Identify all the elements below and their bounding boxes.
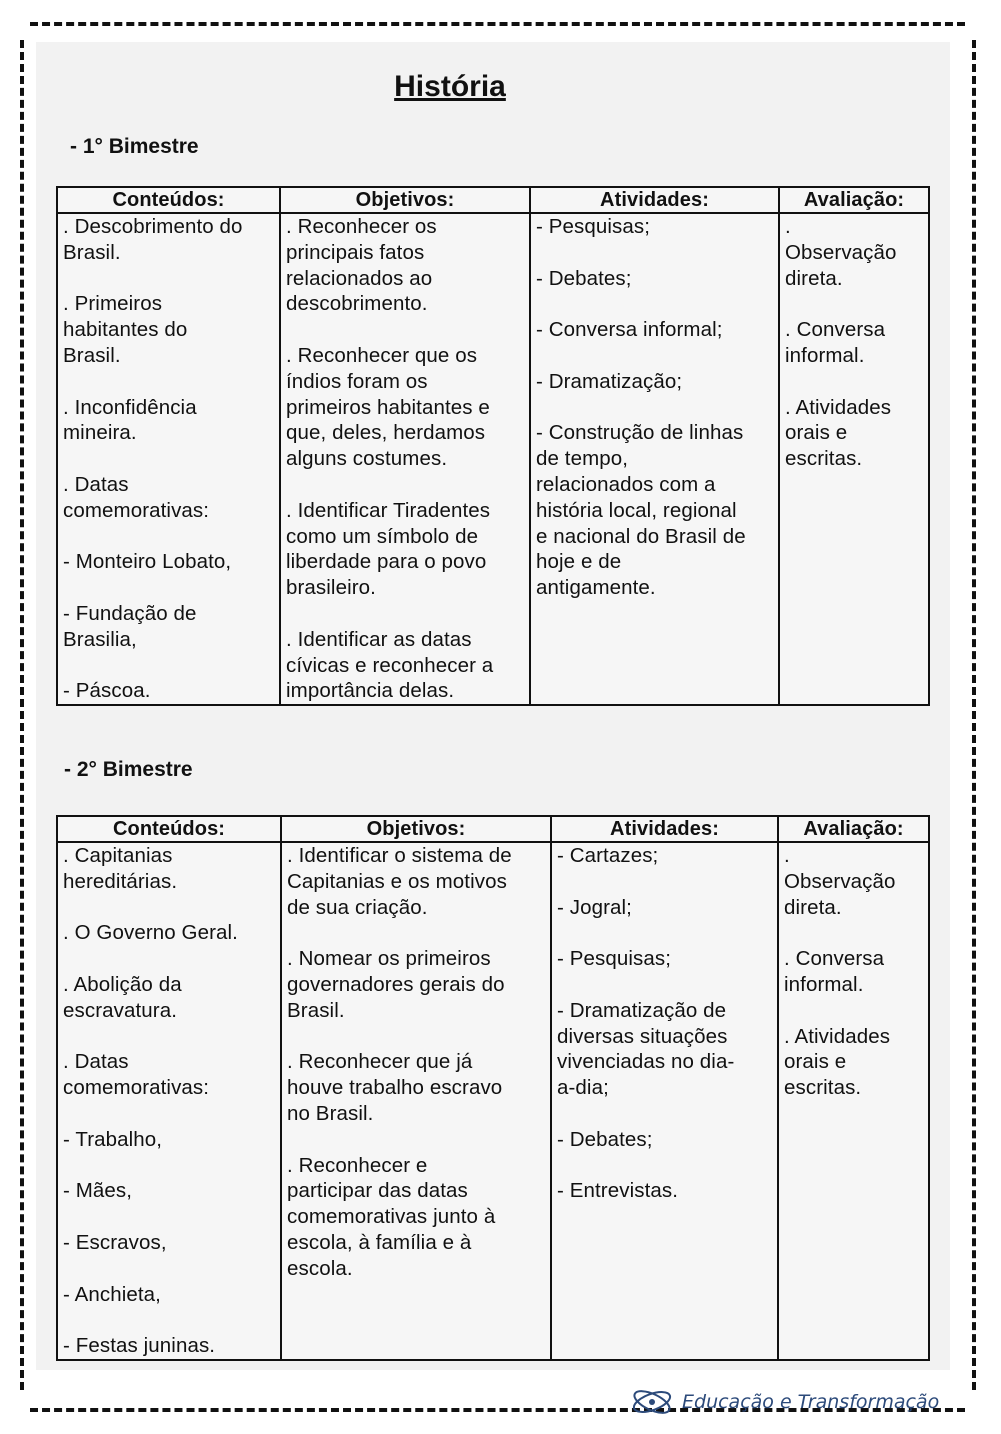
cell-line: direta. — [784, 895, 842, 919]
cell-line: comemorativas: — [63, 1076, 210, 1100]
brand-name: Educação e Transformação — [682, 1391, 940, 1413]
cell-line: . Reconhecer os — [286, 215, 437, 238]
cell-line: - Anchieta, — [63, 1282, 161, 1306]
cell-line — [63, 524, 274, 550]
cell-line: . Identificar o sistema de — [287, 844, 512, 867]
cell-line: escola. — [287, 1256, 353, 1280]
cell-line: - Jogral; — [557, 895, 632, 919]
bimestre-2-table — [56, 815, 930, 1361]
cell-line: - Pesquisas; — [557, 947, 671, 971]
cell-line: escritas. — [784, 1076, 862, 1100]
cell-line: . Identificar Tiradentes — [286, 498, 491, 522]
cell-line: . Atividades — [785, 395, 892, 419]
cell-line — [557, 920, 772, 946]
cell-line — [63, 446, 274, 472]
cell-line: . Atividades — [784, 1024, 891, 1048]
cell-line: . Conversa — [785, 318, 886, 342]
cell-line — [784, 920, 923, 946]
cell-line: . Reconhecer que os — [286, 343, 478, 367]
cell-line: - Festas juninas. — [63, 1334, 216, 1358]
cell-line — [63, 653, 274, 679]
cell-line: - Conversa informal; — [536, 318, 723, 342]
cell-line: diversas situações — [557, 1024, 728, 1048]
table-row — [57, 842, 929, 1360]
cell-line — [63, 369, 274, 395]
cell-line: - Fundação de — [63, 601, 197, 625]
cell-line: Brasilia, — [63, 627, 137, 651]
cell-line: . — [785, 215, 791, 238]
header-objetivos: Objetivos: — [280, 187, 530, 213]
cell-line: - Mães, — [63, 1179, 133, 1203]
cell-line — [785, 369, 923, 395]
cell-line: - Construção de linhas — [536, 421, 744, 445]
cell-line — [536, 395, 773, 421]
cell-line — [287, 1024, 545, 1050]
cell-line: - Debates; — [557, 1127, 653, 1151]
cell-line: cívicas e reconhecer a — [286, 653, 494, 677]
cell-objetivos — [281, 842, 551, 1360]
cell-objetivos — [280, 213, 530, 705]
bimestre-1-heading: - 1° Bimestre — [70, 135, 199, 158]
cell-line: . Identificar as datas — [286, 627, 472, 651]
cell-line: informal. — [784, 972, 864, 996]
cell-line: - Pesquisas; — [536, 215, 650, 238]
cell-conteudos — [57, 842, 281, 1360]
cell-line — [287, 1127, 545, 1153]
header-atividades: Atividades: — [551, 816, 778, 842]
cell-line: . Datas — [63, 472, 129, 496]
cell-line: hoje e de — [536, 550, 622, 574]
cell-line: participar das datas — [287, 1179, 468, 1203]
dashed-border-left — [20, 40, 24, 1390]
cell-line: Brasil. — [63, 240, 121, 264]
cell-line: - Monteiro Lobato, — [63, 550, 232, 574]
cell-line — [63, 1024, 275, 1050]
cell-line: liberdade para o povo — [286, 550, 487, 574]
orbit-logo-icon — [630, 1386, 674, 1418]
cell-line — [785, 291, 923, 317]
cell-line: como um símbolo de — [286, 524, 479, 548]
cell-line: vivenciadas no dia- — [557, 1050, 735, 1074]
cell-line: a-dia; — [557, 1076, 609, 1100]
cell-line: . O Governo Geral. — [63, 921, 238, 945]
cell-line: - Dramatização de — [557, 998, 727, 1022]
cell-line — [557, 972, 772, 998]
cell-line: . Datas — [63, 1050, 129, 1074]
cell-line: - Entrevistas. — [557, 1179, 679, 1203]
header-conteudos: Conteúdos: — [57, 816, 281, 842]
header-atividades: Atividades: — [530, 187, 779, 213]
cell-line — [784, 998, 923, 1024]
cell-line: antigamente. — [536, 576, 656, 600]
cell-line: - Escravos, — [63, 1230, 167, 1254]
cell-line: principais fatos — [286, 240, 425, 264]
cell-line — [557, 1153, 772, 1179]
brand-watermark — [630, 1385, 960, 1419]
cell-line: orais e — [784, 1050, 847, 1074]
cell-line: e nacional do Brasil de — [536, 524, 746, 548]
table-header-row — [57, 187, 929, 213]
page-title: História — [394, 70, 506, 103]
cell-line: - Dramatização; — [536, 369, 683, 393]
cell-line — [63, 946, 275, 972]
table-row — [57, 213, 929, 705]
header-avaliacao: Avaliação: — [779, 187, 929, 213]
cell-atividades — [551, 842, 778, 1360]
cell-line — [63, 1101, 275, 1127]
cell-line: Brasil. — [287, 998, 345, 1022]
cell-line: . Nomear os primeiros — [287, 947, 491, 971]
cell-line: . Descobrimento do — [63, 215, 243, 238]
cell-line: Observação — [785, 240, 897, 264]
cell-line: Brasil. — [63, 343, 121, 367]
cell-line: . Reconhecer que já — [287, 1050, 473, 1074]
cell-conteudos — [57, 213, 280, 705]
cell-line — [63, 1204, 275, 1230]
cell-line — [63, 1256, 275, 1282]
cell-line — [536, 343, 773, 369]
dashed-border-right — [972, 40, 976, 1390]
cell-line: . Reconhecer e — [287, 1153, 428, 1177]
cell-line: escravatura. — [63, 998, 177, 1022]
cell-line: - Cartazes; — [557, 844, 659, 867]
cell-line: importância delas. — [286, 679, 455, 703]
cell-line: história local, regional — [536, 498, 737, 522]
cell-line — [286, 601, 524, 627]
cell-line — [286, 472, 524, 498]
cell-line: relacionados com a — [536, 472, 716, 496]
header-objetivos: Objetivos: — [281, 816, 551, 842]
cell-line: direta. — [785, 266, 843, 290]
cell-line — [63, 895, 275, 921]
cell-line: escritas. — [785, 447, 863, 471]
cell-line: de tempo, — [536, 447, 629, 471]
cell-avaliacao — [778, 842, 929, 1360]
cell-line — [557, 1101, 772, 1127]
cell-line — [557, 869, 772, 895]
cell-line: mineira. — [63, 421, 137, 445]
cell-line: comemorativas junto à — [287, 1205, 496, 1229]
cell-line: relacionados ao — [286, 266, 433, 290]
cell-line — [63, 1307, 275, 1333]
cell-line: - Páscoa. — [63, 679, 151, 703]
cell-line: . — [784, 844, 790, 867]
header-avaliacao: Avaliação: — [778, 816, 929, 842]
bimestre-1-table — [56, 186, 930, 706]
cell-line: . Abolição da — [63, 972, 182, 996]
cell-line: Capitanias e os motivos — [287, 869, 507, 893]
cell-line: hereditárias. — [63, 869, 178, 893]
cell-line: brasileiro. — [286, 576, 376, 600]
cell-line: - Debates; — [536, 266, 632, 290]
cell-line: orais e — [785, 421, 848, 445]
cell-line — [63, 1153, 275, 1179]
cell-line: informal. — [785, 343, 865, 367]
cell-line: . Inconfidência — [63, 395, 197, 419]
cell-line: primeiros habitantes e — [286, 395, 490, 419]
cell-line: . Capitanias — [63, 844, 173, 867]
cell-line: - Trabalho, — [63, 1127, 163, 1151]
bimestre-2-heading: - 2° Bimestre — [64, 758, 193, 781]
cell-line: houve trabalho escravo — [287, 1076, 503, 1100]
cell-line — [63, 575, 274, 601]
cell-line: Observação — [784, 869, 896, 893]
cell-line: . Primeiros — [63, 292, 163, 316]
cell-line — [287, 920, 545, 946]
cell-line: descobrimento. — [286, 292, 428, 316]
cell-line: comemorativas: — [63, 498, 210, 522]
cell-line — [536, 291, 773, 317]
cell-atividades — [530, 213, 779, 705]
cell-line: índios foram os — [286, 369, 428, 393]
cell-line: alguns costumes. — [286, 447, 448, 471]
cell-line: que, deles, herdamos — [286, 421, 486, 445]
cell-avaliacao — [779, 213, 929, 705]
header-conteudos: Conteúdos: — [57, 187, 280, 213]
cell-line: escola, à família e à — [287, 1230, 472, 1254]
cell-line: no Brasil. — [287, 1101, 374, 1125]
dashed-border-top — [30, 22, 965, 26]
cell-line: de sua criação. — [287, 895, 428, 919]
table-header-row — [57, 816, 929, 842]
cell-line — [286, 317, 524, 343]
cell-line: . Conversa — [784, 947, 885, 971]
cell-line — [63, 266, 274, 292]
cell-line: governadores gerais do — [287, 972, 505, 996]
cell-line: habitantes do — [63, 318, 188, 342]
cell-line — [536, 240, 773, 266]
